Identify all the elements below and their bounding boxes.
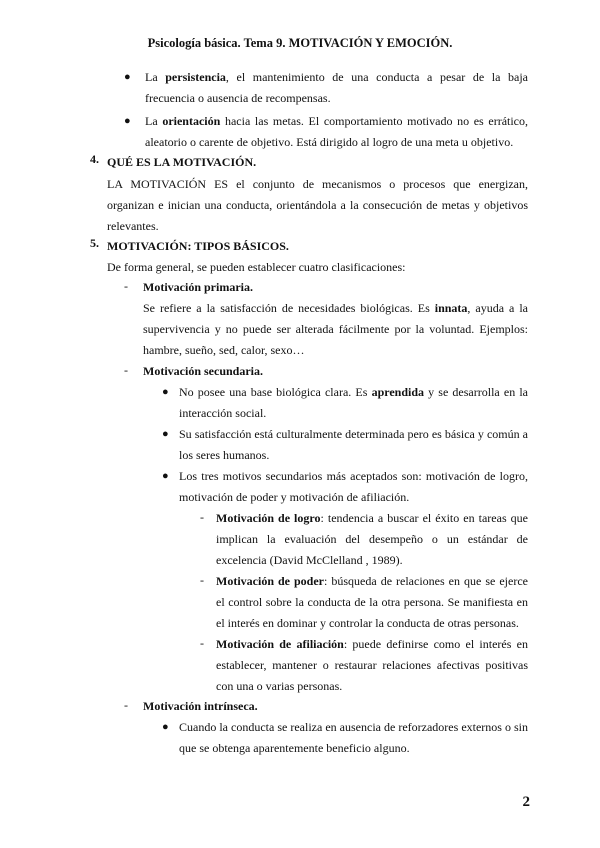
bullet-icon: ● [124, 71, 131, 83]
page-header: Psicología básica. Tema 9. MOTIVACIÓN Y EMOCIÓN. [147, 36, 453, 50]
section-5-title: MOTIVACIÓN: TIPOS BÁSICOS. [107, 239, 289, 253]
bullet-icon: ● [162, 470, 169, 482]
secundaria-bullet-2: Su satisfacción está culturalmente determinada pero es básica y común a los seres humanos. [179, 427, 528, 462]
page-number: 2 [522, 794, 530, 810]
motivacion-logro: Motivación de logro: tendencia a buscar el éxito en tareas que implican la evaluación del desempeño o un estándar de excelencia (David McClelland , 1989). [216, 511, 528, 567]
dash-marker: - [200, 636, 204, 650]
bullet-icon: ● [162, 428, 169, 440]
section-5-intro: De forma general, se pueden establecer cuatro clasificaciones: [107, 260, 406, 274]
secundaria-bullet-1: No posee una base biológica clara. Es aprendida y se desarrolla en la interacción social. [179, 385, 528, 420]
secundaria-bullet-3: Los tres motivos secundarios más aceptados son: motivación de logro, motivación de poder y motivación de afiliación. [179, 469, 528, 504]
bullet-icon: ● [162, 721, 169, 733]
section-4-title: QUÉ ES LA MOTIVACIÓN. [107, 155, 257, 169]
bullet-persistencia: La persistencia, el mantenimiento de una conducta a pesar de la baja frecuencia o ausencia de recompensas. [145, 70, 528, 105]
motivacion-poder: Motivación de poder: búsqueda de relaciones en que se ejerce el control sobre la conducta de la otra persona. Se manifiesta en el interés en dominar y controlar la conducta de otras personas. [216, 574, 528, 630]
section-4-body: LA MOTIVACIÓN ES el conjunto de mecanismos o procesos que energizan, organizan e inician una conducta, orientándola a la consecución de metas y objetivos relevantes. [107, 177, 528, 233]
dash-marker: - [124, 698, 128, 712]
dash-marker: - [200, 573, 204, 587]
motivacion-afiliacion: Motivación de afiliación: puede definirse como el interés en establecer, mantener o restaurar relaciones afectivas positivas con una o varias personas. [216, 637, 528, 693]
dash-marker: - [124, 363, 128, 377]
bullet-orientacion: La orientación hacia las metas. El comportamiento motivado no es errático, aleatorio o carente de objetivo. Está dirigido al logro de una meta u objetivo. [145, 114, 529, 149]
intrinseca-title: Motivación intrínseca. [143, 699, 258, 713]
section-5-number: 5. [90, 236, 99, 250]
dash-marker: - [124, 279, 128, 293]
dash-marker: - [200, 510, 204, 524]
section-4-number: 4. [90, 152, 99, 166]
intrinseca-bullet-1: Cuando la conducta se realiza en ausencia de reforzadores externos o sin que se obtenga aparentemente beneficio alguno. [179, 720, 528, 755]
bullet-icon: ● [162, 386, 169, 398]
bullet-icon: ● [124, 115, 131, 127]
secundaria-title: Motivación secundaria. [143, 364, 263, 378]
primaria-title: Motivación primaria. [143, 280, 253, 294]
primaria-text: Se refiere a la satisfacción de necesidades biológicas. Es innata, ayuda a la supervivencia y no puede ser alterada fácilmente por la voluntad. Ejemplos: hambre, sueño, sed, calor, sexo… [143, 301, 529, 357]
